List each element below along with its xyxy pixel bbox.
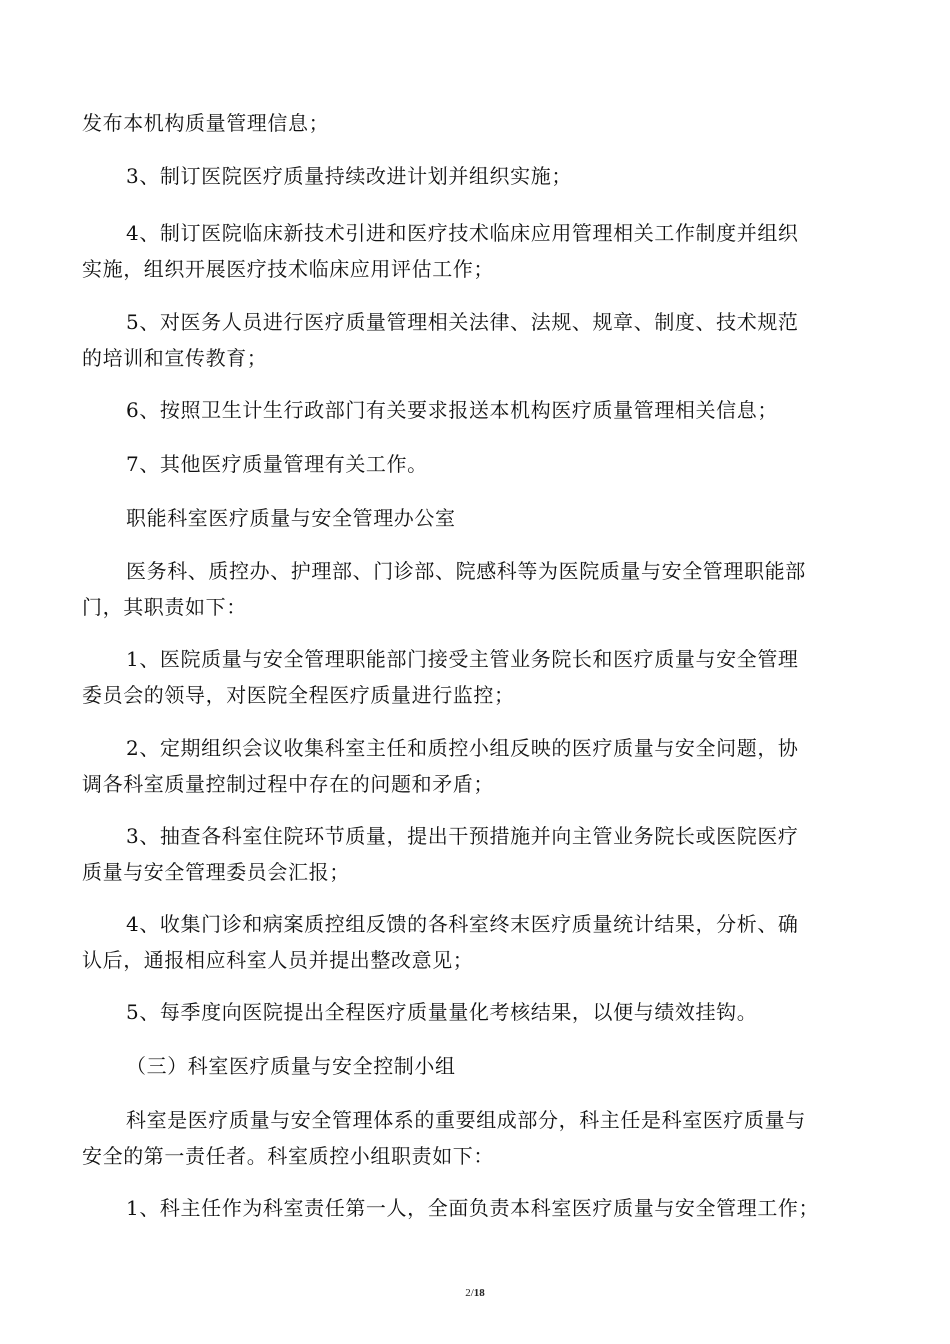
paragraph (82, 105, 872, 141)
paragraph-line: 7、其他医疗质量管理有关工作。 (126, 452, 428, 476)
paragraph-line: 1、科主任作为科室责任第一人，全面负责本科室医疗质量与安全管理工作； (126, 1196, 820, 1220)
page-number (0, 1287, 950, 1299)
page-current: 2 (465, 1287, 471, 1299)
paragraph (82, 1102, 872, 1174)
paragraph (82, 446, 872, 482)
page-total: 18 (473, 1287, 485, 1299)
paragraph (82, 641, 872, 713)
paragraph-line: 4、制订医院临床新技术引进和医疗技术临床应用管理相关工作制度并组织 (126, 221, 799, 245)
paragraph-line: （三）科室医疗质量与安全控制小组 (126, 1054, 456, 1078)
paragraph (82, 1048, 872, 1084)
paragraph-line: 调各科室质量控制过程中存在的问题和矛盾； (82, 772, 494, 796)
paragraph-line: 4、收集门诊和病案质控组反馈的各科室终末医疗质量统计结果，分析、确 (126, 912, 799, 936)
paragraph (82, 553, 872, 625)
paragraph-line: 3、制订医院医疗质量持续改进计划并组织实施； (126, 164, 572, 188)
paragraph-line: 3、抽查各科室住院环节质量，提出干预措施并向主管业务院长或医院医疗 (126, 824, 799, 848)
paragraph (82, 215, 872, 287)
paragraph-line: 委员会的领导，对医院全程医疗质量进行监控； (82, 683, 515, 707)
paragraph (82, 730, 872, 802)
paragraph-line: 5、对医务人员进行医疗质量管理相关法律、法规、规章、制度、技术规范 (126, 310, 799, 334)
paragraph (82, 304, 872, 376)
paragraph-line: 医务科、质控办、护理部、门诊部、院感科等为医院质量与安全管理职能部 (126, 559, 806, 583)
paragraph-line: 5、每季度向医院提出全程医疗质量量化考核结果，以便与绩效挂钩。 (126, 1000, 758, 1024)
paragraph-line: 质量与安全管理委员会汇报； (82, 860, 350, 884)
paragraph-line: 认后，通报相应科室人员并提出整改意见； (82, 948, 474, 972)
paragraph-line: 门，其职责如下： (82, 595, 247, 619)
paragraph-line: 的培训和宣传教育； (82, 346, 268, 370)
paragraph (82, 818, 872, 890)
paragraph-line: 安全的第一责任者。科室质控小组职责如下： (82, 1144, 494, 1168)
paragraph-line: 6、按照卫生计生行政部门有关要求报送本机构医疗质量管理相关信息； (126, 398, 778, 422)
page-separator: / (470, 1287, 474, 1299)
paragraph (82, 158, 872, 194)
paragraph (82, 392, 872, 428)
paragraph-line: 职能科室医疗质量与安全管理办公室 (126, 506, 456, 530)
paragraph-line: 1、医院质量与安全管理职能部门接受主管业务院长和医疗质量与安全管理 (126, 647, 799, 671)
paragraph (82, 1190, 872, 1226)
paragraph (82, 500, 872, 536)
paragraph-line: 科室是医疗质量与安全管理体系的重要组成部分，科主任是科室医疗质量与 (126, 1108, 806, 1132)
paragraph-line: 2、定期组织会议收集科室主任和质控小组反映的医疗质量与安全问题，协 (126, 736, 799, 760)
paragraph-line: 实施，组织开展医疗技术临床应用评估工作； (82, 257, 494, 281)
paragraph (82, 994, 872, 1030)
paragraph-line: 发布本机构质量管理信息； (82, 111, 330, 135)
paragraph (82, 906, 872, 978)
